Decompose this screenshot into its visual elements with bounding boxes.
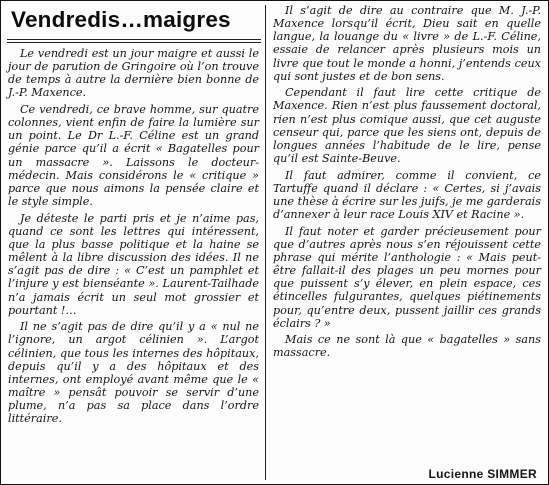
paragraph: Le vendredi est un jour maigre et aussi le jour de parution de Gringoire où l’on trouve de temps à autre la dernière bien bonne de J.-P. Maxence.	[8, 47, 259, 100]
title-rule-upper	[7, 39, 261, 40]
article-title: Vendredis…maigres	[11, 7, 231, 32]
right-column	[271, 1, 543, 484]
column-divider	[265, 5, 266, 480]
paragraph: Cependant il faut lire cette critique de Maxence. Rien n’est plus faussement doctoral, rien n’est plus comique aussi, que cet auguste censeur qui, parce que les siens ont, depuis de longues années l’habitude de le lire, pense qu’il est Sainte-Beuve.	[273, 86, 541, 166]
author-signature: Lucienne SIMMER	[428, 467, 537, 481]
title-rule-lower	[7, 42, 261, 43]
paragraph: Il ne s’agit pas de dire qu’il y a « nul ne l’ignore, un argot célinien ». L’argot célinien, que tous les internes des hôpitaux, depuis qu’il y a des hôpitaux et des internes, ont employé avant même que le « maître » pensât pouvoir se servir d’une plume, n’a pas sa place dans l’ordre littéraire.	[8, 320, 259, 426]
paragraph: Je déteste le parti pris et je n’aime pas, quand ce sont les lettres qui intéressent, que la plus basse politique et la haine se mêlent à la libre discussion des idées. Il ne s’agit pas de dire : « C’est un pamphlet et l’injure y est bienséante ». Laurent-Tailhade n’a jamais écrit un seul mot grossier et pourtant !…	[8, 211, 259, 317]
paragraph: Mais ce ne sont là que « bagatelles » sans massacre.	[273, 333, 541, 360]
right-column-text	[273, 4, 541, 363]
paragraph: Il faut noter et garder précieusement pour que d’autres après nous s’en réjouissent cette phrase qui mérite l’anthologie : « Mais peut-être fallait-il des plages un peu mornes pour que puissent s’y élever, en plein espace, ces étincelles fulgurantes, quelques piétinements pour, qu’entre deux, pussent jaillir ces grands éclairs ? »	[273, 224, 541, 330]
left-column	[1, 1, 263, 484]
left-column-text	[8, 47, 259, 429]
paragraph: Il s’agit de dire au contraire que M. J.-P. Maxence lorsqu’il écrit, Dieu sait en quelle langue, la louange du « livre » de L.-F. Céline, essaie de relancer après plusieurs mois un livre que tout le monde a honni, j’entends ceux qui sont justes et de bon sens.	[273, 4, 541, 83]
paragraph: Il faut admirer, comme il convient, ce Tartuffe quand il déclare : « Certes, si j’avais une thèse à écrire sur les juifs, je me garderais d’annexer à leur race Louis XIV et Racine ».	[273, 168, 541, 222]
paragraph: Ce vendredi, ce brave homme, sur quatre colonnes, vient enfin de faire la lumière sur un point. Le Dr L.-F. Céline est un grand génie parce qu’il a écrit « Bagatelles pour un massacre ». Laissons le docteur-médecin. Mais considérons le « critique » parce que nous aimons la pensée claire et le style simple.	[8, 103, 259, 209]
